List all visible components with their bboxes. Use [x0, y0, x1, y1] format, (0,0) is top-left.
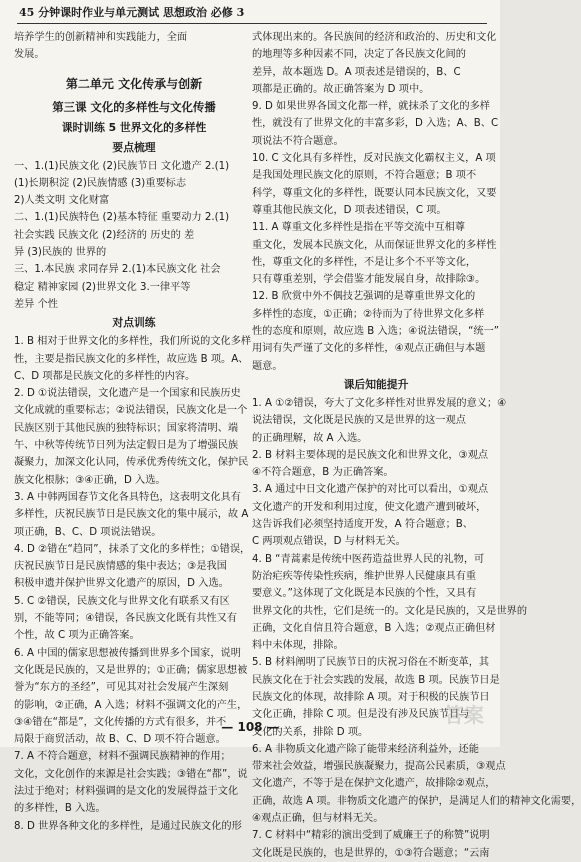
answer-line: 文化遗产的开发和利用过度，使文化遗产遭到破坏， [252, 501, 487, 513]
answer-line: 性的态度和原则，故应选 B 入选；④说法错误，“统一” [252, 326, 500, 338]
answer-line: 庆祝民族节日是民族情感的集中表达；③是我国 [14, 561, 227, 573]
key-point-line: 二、1.(1)民族特色 (2)基本特征 重要动力 2.(1) [14, 212, 230, 224]
answer-line: 料中未体现，排除。 [252, 640, 344, 652]
answer-line: C、D 项都是民族文化的多样性的内容。 [14, 370, 196, 382]
answer-line: 民族文化在于社会实践的发展，故选 B 项。民族节日是 [252, 674, 500, 686]
answer-line: 重文化，发展本民族文化，从而保证世界文化的多样性 [252, 239, 497, 251]
answer-line: 文化遗产，不等于是在保护文化遗产，故排除②观点， [252, 778, 496, 790]
answer-line: 文化既是民族的，也是世界的，①③符合题意；“云南 [252, 847, 490, 859]
answer-line: 性，就没有了世界文化的丰富多彩，D 入选；A、B、C [252, 118, 499, 130]
answer-line: 文化既是民族的，又是世界的；①正确；儒家思想被 [14, 664, 248, 676]
answer-line: ④不符合题意，B 为正确答案。 [252, 467, 394, 479]
answer-line: 的地理等多种因素不同，决定了各民族文化间的 [252, 49, 466, 61]
answer-line: 7. C 材料中“精彩的演出受到了威廉王子的称赞”说明 [252, 830, 490, 842]
answer-line: 4. D ②错在“趋同”，抹杀了文化的多样性；①错误， [14, 543, 251, 555]
header-rule [17, 23, 487, 24]
answer-line: 的影响，②正确，A 入选；材料不强调文化的产生， [14, 699, 248, 711]
answer-line: 积极申遗并保护世界文化遗产的原因，D 入选。 [14, 578, 229, 590]
answer-line: C 两项观点错误，D 与材料无关。 [252, 536, 406, 548]
running-header: 45 分钟课时作业与单元测试 思想政治 必修 3 [19, 6, 245, 19]
unit-title: 第二单元 文化传承与创新 [65, 76, 203, 91]
answer-line: 5. C ②错误，民族文化与世界文化有联系又有区 [14, 595, 230, 607]
answer-line: 项说法不符合题意。 [252, 135, 344, 147]
key-point-line: 2)人类文明 文化财富 [14, 195, 110, 207]
answer-line: 凝聚力，加深文化认同，传承优秀传统文化，保护民 [14, 457, 249, 469]
answer-line: 科学，尊重文化的多样性，既要认同本民族文化，又要 [252, 187, 497, 199]
answer-line: 是我国处理民族文化的原则，不符合题意；B 项不 [252, 170, 477, 182]
answer-line: 3. A 通过中日文化遗产保护的对比可以看出，①观点 [252, 484, 489, 496]
answer-line: 10. C 文化具有多样性，反对民族文化霸权主义，A 项 [252, 153, 496, 165]
key-points-heading: 要点梳理 [112, 140, 156, 154]
answer-line: 局限于商贸活动，故 B、C、D 项不符合题意。 [14, 734, 226, 746]
answer-line: 式体现出来的。各民族间的经济和政治的、历史和文化 [252, 32, 497, 43]
key-point-line: 三、1.本民族 求同存异 2.(1)本民族文化 社会 [14, 264, 221, 276]
answer-line: 7. A 不符合题意，材料不强调民族精神的作用； [14, 751, 231, 763]
answer-line: 誉为“东方的圣经”，可见其对社会发展产生深刻 [14, 682, 229, 694]
answer-line: 题意。 [252, 360, 283, 372]
answer-line: 防治疟疾等传染性疾病，维护世界人民健康具有重 [252, 570, 477, 582]
answer-line: 多样性，庆祝民族节日是民族文化的集中展示，故 A [14, 509, 249, 521]
answer-line: 民族区别于其他民族的独特标识；国家将清明、端 [14, 422, 239, 434]
answer-line: 多样性的态度，①正确；②待而为了待世界文化多样 [252, 308, 485, 320]
answer-line: 只有尊重差别，学会借鉴才能发展自身，故排除③。 [252, 274, 486, 286]
answer-line: 4. B “青蒿素是传统中医药造益世界人民的礼物，可 [252, 553, 485, 565]
answer-line: 6. A 非物质文化遗产除了能带来经济利益外，还能 [252, 743, 479, 755]
answer-line: 说法错误，文化既是民族的又是世界的这一观点 [252, 415, 466, 427]
answer-line: 要意义。”这体现了文化既是本民族的个性，又具有 [252, 588, 477, 600]
answer-line: 的多样性，B 入选。 [14, 803, 106, 815]
answer-line: ④观点正确，但与材料无关。 [252, 813, 384, 825]
key-point-line: 稳定 精神家园 (2)世界文化 3.一律平等 [14, 281, 191, 293]
answer-line: 文化的关系，排除 D 项。 [252, 726, 369, 738]
answer-line: 正确，文化自信且符合题意，B 入选；②观点正确但材 [252, 622, 496, 634]
key-point-line: (1)长期积淀 (2)民族情感 (3)重要标志 [14, 177, 187, 189]
intro-line: 发展。 [14, 49, 45, 61]
key-point-line: 社会实践 民族文化 (2)经济的 历史的 差 [14, 229, 195, 241]
answer-line: 2. D ①说法错误，文化遗产是一个国家和民族历史 [14, 388, 241, 400]
key-point-line: 异 (3)民族的 世界的 [14, 247, 107, 259]
answer-line: 带来社会效益，增强民族凝聚力，提高公民素质，③观点 [252, 761, 506, 773]
answer-line: 世界文化的共性，它们是统一的。文化是民族的，又是世界的 [252, 605, 528, 617]
answer-line: ③④错在“都是”，文化传播的方式有很多，并不 [14, 716, 227, 728]
answer-line: 5. B 材料阐明了民族节日的庆祝习俗在不断变革，其 [252, 657, 490, 669]
answer-line: 午、中秋等传统节日列为法定假日是为了增强民族 [14, 440, 239, 452]
answer-line: 性，主要是指民族文化的多样性，故应选 B 项。A、 [14, 353, 249, 365]
answer-line: 项正确，B、C、D 项说法错误。 [14, 526, 162, 538]
answer-line: 文化，文化创作的来源是社会实践；③错在“都”，说 [14, 768, 248, 780]
answer-line: 尊重其他民族文化，D 项表述错误，C 项。 [252, 204, 447, 216]
answer-line: 1. A ①②错误，夸大了文化多样性对世界发展的意义；④ [252, 397, 507, 409]
left-column [14, 29, 254, 835]
answer-line: 民族文化的体现，故排除 A 项。对于积极的民族节日 [252, 691, 490, 703]
answer-line: 3. A 中韩两国春节文化各具特色，这表明文化具有 [14, 491, 241, 503]
answer-line: 法过于绝对；材料强调的是文化的发展得益于文化 [14, 785, 239, 797]
answer-line: 文化成就的重要标志；②说法错误，民族文化是一个 [14, 405, 248, 417]
after-class-heading: 课后知能提升 [343, 377, 409, 391]
watermark-logo [418, 703, 490, 741]
answer-line: 正确，故选 A 项。非物质文化遗产的保护，是满足人们的精神文化需要， [252, 795, 581, 807]
answer-line: 个性，故 C 项为正确答案。 [14, 630, 140, 642]
answer-line: 别，不能等同；④错误，各民族文化既有共性又有 [14, 613, 238, 625]
answer-line: 12. B 欣赏中外不偶技艺强调的是尊重世界文化的 [252, 291, 476, 303]
answer-line: 的正确理解，故 A 入选。 [252, 432, 368, 444]
answer-line: 6. A 中国的儒家思想被传播到世界多个国家，说明 [14, 647, 241, 659]
page-number: — 108 — [221, 720, 279, 734]
answer-line: 项都是正确的。故正确答案为 D 项中。 [252, 83, 430, 95]
answer-line: 文化正确，排除 C 项。但是没有涉及民族节日与 [252, 709, 470, 721]
practice-heading: 对点训练 [112, 316, 156, 330]
watermark-mark-icon: 答案 [444, 703, 484, 727]
key-point-line: 差异 个性 [14, 298, 58, 310]
answer-line: 差异，故本题选 D。A 项表述是错误的，B、C [252, 66, 461, 78]
answer-line: 族文化根脉；③④正确，D 入选。 [14, 474, 166, 486]
answer-line: 8. D 世界各种文化的多样性，是通过民族文化的形 [14, 820, 242, 832]
lesson-title: 第三课 文化的多样性与文化传播 [52, 99, 216, 114]
answer-line: 11. A 尊重文化多样性是指在平等交流中互相尊 [252, 222, 466, 234]
training-title: 课时训练 5 世界文化的多样性 [61, 120, 207, 134]
answer-line: 这告诉我们必须坚持适度开发，A 符合题意；B、 [252, 519, 473, 531]
key-point-line: 一、1.(1)民族文化 (2)民族节日 文化遗产 2.(1) [14, 160, 230, 172]
answer-line: 2. B 材料主要体现的是民族文化和世界文化，③观点 [252, 449, 489, 461]
answer-line: 用词有失严谨了文化的多样性，④观点正确但与本题 [252, 343, 486, 355]
answer-line: 1. B 相对于世界文化的多样性，我们所说的文化多样 [14, 336, 252, 348]
intro-line: 培养学生的创新精神和实践能力，全面 [14, 32, 188, 43]
answer-line: 9. D 如果世界各国文化都一样，就抹杀了文化的多样 [252, 101, 490, 113]
answer-line: 性，尊重文化的多样性，不是让多个不平等文化， [252, 256, 477, 268]
